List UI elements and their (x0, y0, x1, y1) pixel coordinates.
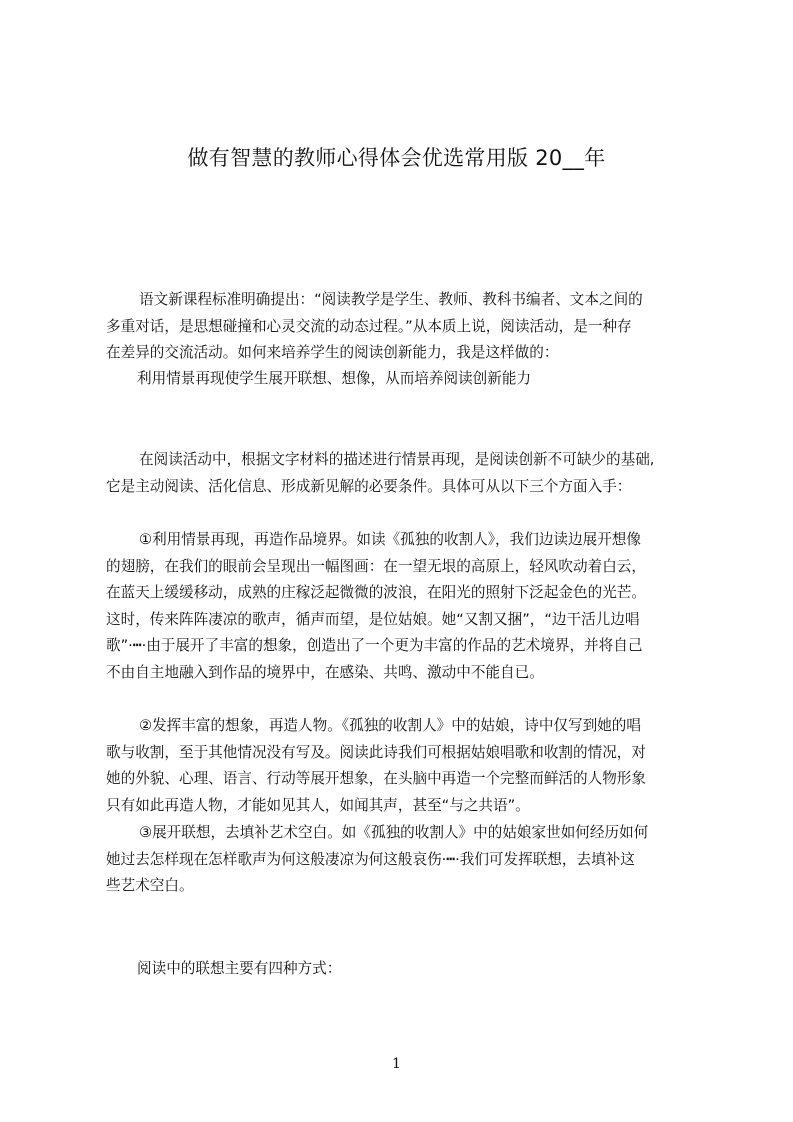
paragraph-point-1 (106, 527, 646, 686)
paragraph-line: 她的外貌、心理、语言、行动等展开想象，在头脑中再造一个完整而鲜活的人物形象 (106, 770, 646, 787)
paragraph-line: 这时，传来阵阵凄凉的歌声，循声而望，是位姑娘。她“又割又捆”，“边干活儿边唱 (106, 610, 640, 628)
paragraph-line: 些艺术空白。 (106, 877, 194, 894)
paragraph-line: 她过去怎样现在怎样歌声为何这般凄凉为何这般哀伤·┅·我们可发挥联想，去填补这 (106, 850, 635, 868)
paragraph-line: 它是主动阅读、活化信息、形成新见解的必要条件。具体可从以下三个方面入手： (106, 477, 632, 495)
paragraph-line: 语文新课程标准明确提出：“阅读教学是学生、教师、教科书编者、文本之间的 (139, 291, 643, 308)
paragraph-line: 的翅膀，在我们的眼前会呈现出一幅图画：在一望无垠的高原上，轻风吹动着白云， (106, 557, 646, 575)
paragraph-line: 在阅读活动中，根据文字材料的描述进行情景再现，是阅读创新不可缺少的基础, (139, 451, 655, 468)
page-number: 1 (392, 1056, 401, 1072)
paragraph-line: ②发挥丰富的想象，再造人物。《孤独的收割人》中的姑娘，诗中仅写到她的唱 (139, 717, 641, 734)
paragraph-association (137, 956, 341, 983)
paragraph-intro (106, 287, 643, 367)
paragraph-method (106, 447, 654, 500)
paragraph-line: 多重对话，是思想碰撞和心灵交流的动态过程。”从本质上说，阅读活动，是一种存 (106, 317, 632, 335)
paragraph-line: 利用情景再现使学生展开联想、想像，从而培养阅读创新能力 (137, 370, 532, 387)
paragraph-line: 不由自主地融入到作品的境界中，在感染、共鸣、激动中不能自已。 (106, 663, 544, 681)
paragraph-line: 在差异的交流活动。如何来培养学生的阅读创新能力，我是这样做的： (106, 344, 559, 361)
paragraph-point-2 (106, 713, 646, 819)
paragraph-line: 阅读中的联想主要有四种方式： (137, 960, 342, 977)
paragraph-line: ③展开联想，去填补艺术空白。如《孤独的收割人》中的姑娘家世如何经历如何 (139, 824, 649, 841)
paragraph-line: ①利用情景再现，再造作品境界。如读《孤独的收割人》，我们边读边展开想像 (139, 531, 641, 548)
paragraph-line: 歌与收割，至于其他情况没有写及。阅读此诗我们可根据姑娘唱歌和收割的情况，对 (106, 743, 646, 761)
paragraph-line: 在蓝天上缓缓移动，成熟的庄稼泛起微微的波浪，在阳光的照射下泛起金色的光芒。 (106, 584, 646, 601)
paragraph-line: 歌”·┅·由于展开了丰富的想象，创造出了一个更为丰富的作品的艺术境界，并将自己 (106, 637, 643, 654)
paragraph-line: 只有如此再造人物，才能如见其人，如闻其声，甚至“与之共语”。 (106, 796, 530, 814)
paragraph-point-3 (106, 820, 648, 900)
section-heading (137, 366, 531, 393)
document-title: 做有智慧的教师心得体会优选常用版 20__年 (187, 146, 606, 170)
